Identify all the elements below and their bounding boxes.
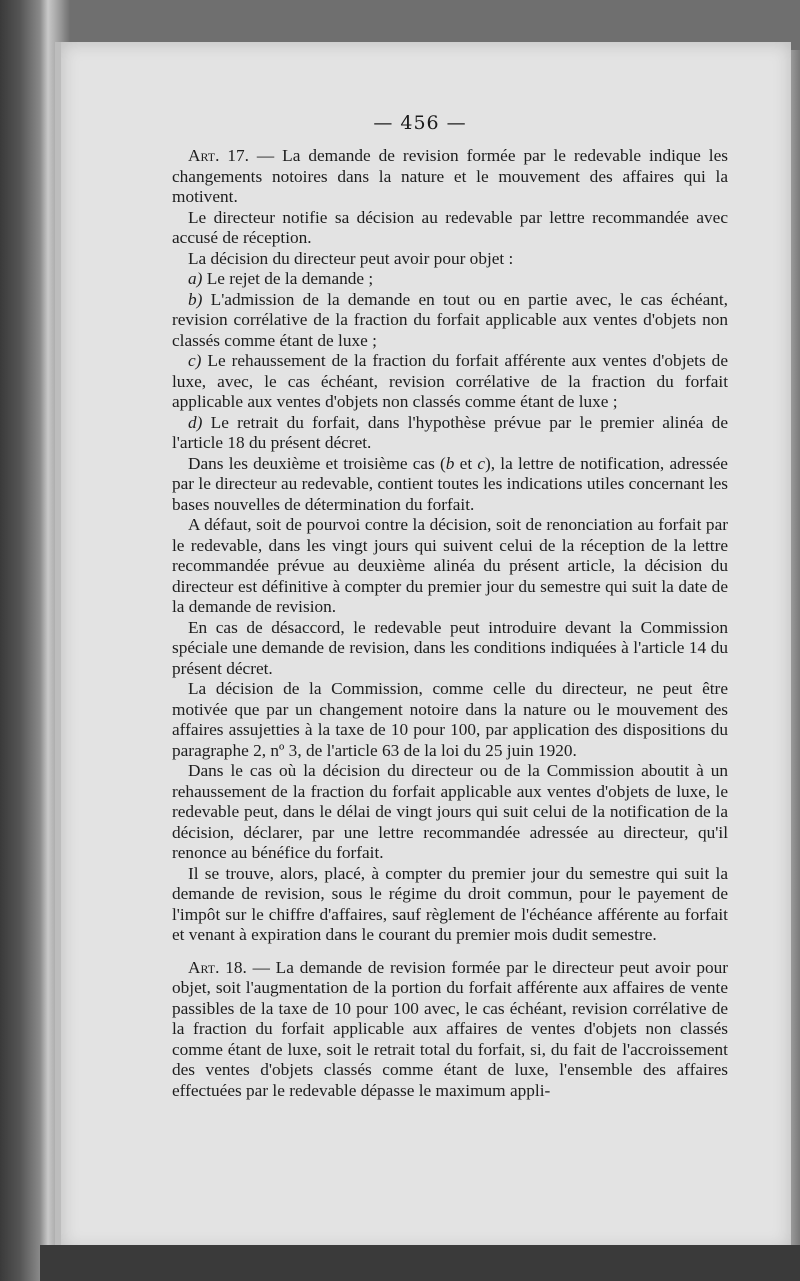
text-fragment: Dans les deuxième et troisième cas (	[188, 453, 446, 473]
list-text-c: Le rehaussement de la fraction du forfait afférente aux ventes d'objets de luxe, avec, le cas échéant, revision corrélative de la fraction du forfait applicable aux ventes d'objets non classés comme étant de luxe ;	[172, 351, 728, 411]
scan-bottom-margin	[40, 1245, 800, 1281]
article-17-paragraph	[172, 146, 728, 208]
text-fragment-italic-c: c	[477, 453, 486, 473]
list-item-a	[172, 269, 728, 290]
article-18-paragraph	[172, 958, 728, 1102]
list-text-a: Le rejet de la demande ;	[202, 269, 374, 288]
list-label-a: a)	[188, 269, 203, 288]
paragraph-rehaussement: Dans le cas où la décision du directeur ou de la Commission aboutit à un rehaussement de la fraction du forfait applicable aux ventes d'objets de luxe, le redevable peut, dans le délai de vingt jours qui suit celui de la notification de la décision, déclarer, par une lettre recommandée adressée au directeur, qu'il renonce au bénéfice du forfait.	[172, 761, 728, 862]
list-label-d: d)	[188, 412, 203, 432]
paragraph-objet: La décision du directeur peut avoir pour objet :	[188, 248, 514, 268]
article-label: Art.	[188, 957, 220, 977]
list-label-b: b)	[188, 289, 203, 309]
article-label: Art.	[188, 146, 220, 165]
article-18-text: 18. — La demande de revision formée par le directeur peut avoir pour objet, soit l'augmentation de la portion du forfait afférente aux affaires de vente passibles de la taxe de 10 pour 100 avec, le cas échéant, revision corrélative de la fraction du forfait applicable aux affaires de ventes d'objets non classés comme étant de luxe, soit le retrait total du forfait, si, du fait de l'accroissement des ventes d'objets classés comme étant de luxe, l'ensemble des affaires effectuées par le redevable dépasse le maximum appli-	[172, 957, 728, 1100]
list-text-d: Le retrait du forfait, dans l'hypothèse prévue par le premier alinéa de l'article 18 du présent décret.	[172, 412, 728, 452]
list-item-b	[172, 290, 728, 352]
text-fragment: et	[454, 453, 478, 473]
article-17-text: 17. — La demande de revision formée par le redevable indique les changements notoires dans la nature et le mouvement des affaires qui la motivent.	[172, 146, 728, 206]
paragraph-dans-les-cas	[172, 454, 728, 516]
list-label-c: c)	[188, 351, 202, 370]
text-fragment-italic-b: b	[445, 453, 455, 473]
list-item-d	[172, 413, 728, 454]
list-text-b: L'admission de la demande en tout ou en partie avec, le cas échéant, revision corrélative de la fraction du forfait applicable aux ventes d'objets non classés comme étant de luxe ;	[172, 289, 728, 350]
page-number: — 456 —	[373, 112, 467, 134]
body-text	[172, 146, 728, 1101]
text-fragment: ), la lettre de notification, adressée par le directeur au redevable, contient toutes les indications utiles concernant les bases nouvelles de détermination du forfait.	[172, 453, 728, 514]
paragraph-notification: Le directeur notifie sa décision au redevable par lettre recommandée avec accusé de réception.	[172, 207, 728, 247]
paragraph-a-defaut: A défaut, soit de pourvoi contre la décision, soit de renonciation au forfait par le redevable, dans les vingt jours qui suivent celui de la réception de la lettre recommandée prévue au deuxième alinéa du présent article, la décision du directeur est définitive à compter du premier jour du semestre qui suit la date de la demande de revision.	[172, 515, 728, 616]
paragraph-se-trouve: Il se trouve, alors, placé, à compter du premier jour du semestre qui suit la demande de revision, sous le régime du droit commun, pour le payement de l'impôt sur le chiffre d'affaires, sauf règlement de l'échéance afférente au forfait et venant à expiration dans le courant du premier mois dudit semestre.	[172, 863, 728, 944]
paragraph-commission: La décision de la Commission, comme celle du directeur, ne peut être motivée que par un changement notoire dans la nature ou le mouvement des affaires assujetties à la taxe de 10 pour 100, par application des dispositions du paragraphe 2, nº 3, de l'article 63 de la loi du 25 juin 1920.	[172, 679, 728, 760]
paragraph-desaccord: En cas de désaccord, le redevable peut introduire devant la Commission spéciale une demande de revision, dans les conditions indiquées à l'article 14 du présent décret.	[172, 617, 728, 678]
list-item-c	[172, 351, 728, 413]
